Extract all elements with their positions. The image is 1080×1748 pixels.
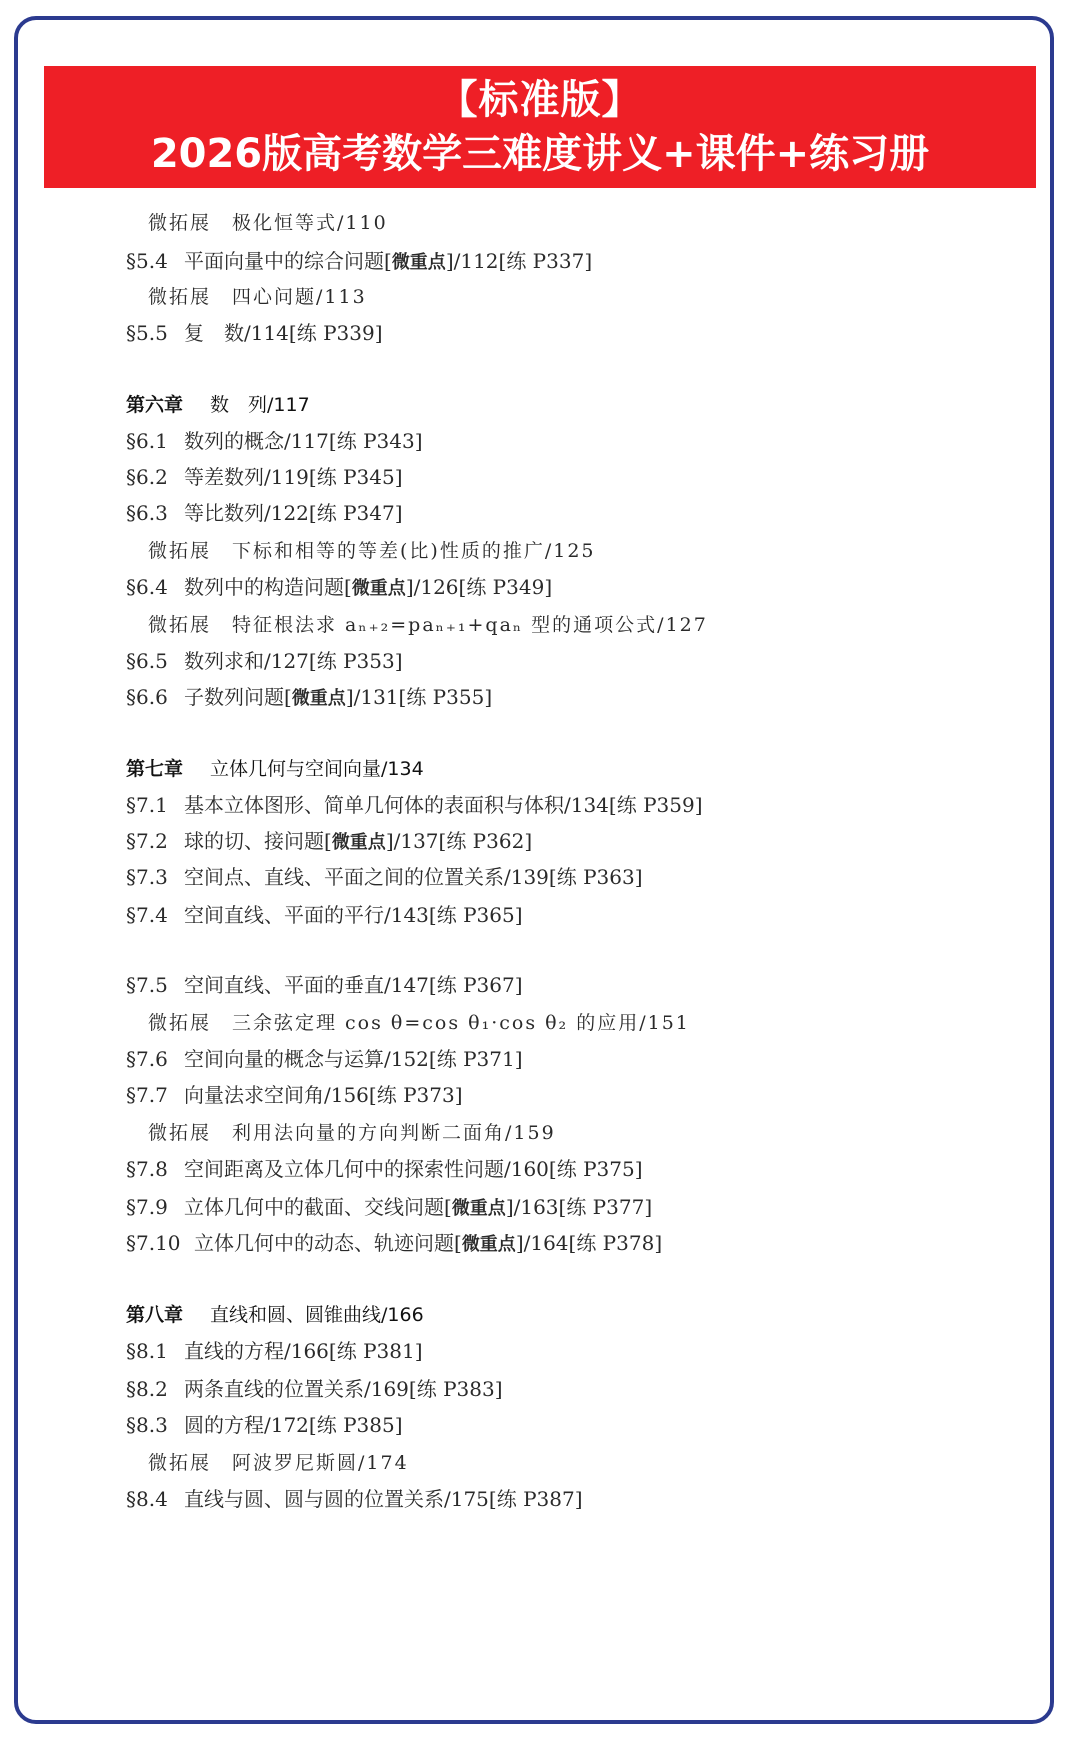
section-entry	[126, 862, 643, 892]
section-entry	[126, 1374, 503, 1404]
entry-page-ref: ]/112[练 P337]	[445, 249, 593, 273]
extension-label: 微拓展	[148, 1452, 212, 1474]
section-number: §7.4	[126, 903, 168, 927]
extension-label: 微拓展	[148, 212, 212, 234]
section-entry	[126, 1080, 463, 1110]
section-number: §7.3	[126, 865, 168, 889]
entry-page-ref: ]/131[练 P355]	[345, 685, 493, 709]
extension-label: 微拓展	[148, 1122, 212, 1144]
entry-title: 直线与圆、圆与圆的位置关系/175[练 P387]	[184, 1487, 583, 1511]
entry-title: 空间向量的概念与运算/152[练 P371]	[184, 1047, 523, 1071]
entry-title: 阿波罗尼斯圆/174	[232, 1452, 409, 1474]
extension-label: 微拓展	[148, 614, 212, 636]
section-entry	[126, 572, 552, 602]
section-entry	[126, 1484, 583, 1514]
key-point-tag: 微重点	[451, 1198, 506, 1219]
section-number: §8.4	[126, 1487, 168, 1511]
entry-page-ref: ]/137[练 P362]	[385, 829, 533, 853]
entry-title: 空间距离及立体几何中的探索性问题/160[练 P375]	[184, 1157, 643, 1181]
section-entry	[126, 318, 383, 348]
section-entry	[126, 1228, 662, 1258]
section-number: §6.6	[126, 685, 168, 709]
extension-label: 微拓展	[148, 1012, 212, 1034]
entry-title: 下标和相等的等差(比)性质的推广/125	[232, 540, 596, 562]
entry-title: 利用法向量的方向判断二面角/159	[232, 1122, 556, 1144]
entry-title: 立体几何与空间向量/134	[210, 758, 424, 780]
chapter-label: 第七章	[126, 758, 184, 780]
chapter-label: 第六章	[126, 394, 184, 416]
section-entry	[126, 790, 703, 820]
key-point-tag: 微重点	[291, 688, 346, 709]
banner-title: 2026版高考数学三难度讲义+课件+练习册	[150, 131, 930, 177]
banner-edition-label: 【标准版】	[437, 77, 643, 123]
entry-title: 四心问题/113	[232, 286, 367, 308]
section-number: §7.5	[126, 973, 168, 997]
entry-title: 空间直线、平面的平行/143[练 P365]	[184, 903, 523, 927]
entry-page-ref: ]/163[练 P377]	[505, 1195, 653, 1219]
entry-title: 数列求和/127[练 P353]	[184, 649, 403, 673]
entry-title: 直线的方程/166[练 P381]	[184, 1339, 423, 1363]
section-number: §6.3	[126, 501, 168, 525]
entry-title: 立体几何中的动态、轨迹问题[	[194, 1231, 462, 1255]
section-entry	[126, 498, 403, 528]
section-number: §8.1	[126, 1339, 168, 1363]
entry-title: 立体几何中的截面、交线问题[	[184, 1195, 452, 1219]
entry-title: 等比数列/122[练 P347]	[184, 501, 403, 525]
extension-entry	[148, 1008, 690, 1038]
entry-title: 极化恒等式/110	[232, 212, 388, 234]
chapter-heading	[126, 1300, 424, 1330]
entry-title: 空间点、直线、平面之间的位置关系/139[练 P363]	[184, 865, 643, 889]
section-number: §7.8	[126, 1157, 168, 1181]
entry-title: 数 列/117	[210, 394, 310, 416]
entry-title: 特征根法求 aₙ₊₂=paₙ₊₁+qaₙ 型的通项公式/127	[232, 614, 708, 636]
entry-title: 数列的概念/117[练 P343]	[184, 429, 423, 453]
entry-page-ref: ]/126[练 P349]	[405, 575, 553, 599]
entry-title: 平面向量中的综合问题[	[184, 249, 392, 273]
section-entry	[126, 682, 492, 712]
section-entry	[126, 426, 423, 456]
section-entry	[126, 900, 523, 930]
entry-title: 直线和圆、圆锥曲线/166	[210, 1304, 424, 1326]
section-entry	[126, 1154, 643, 1184]
entry-page-ref: ]/164[练 P378]	[515, 1231, 663, 1255]
section-entry	[126, 246, 592, 276]
extension-label: 微拓展	[148, 540, 212, 562]
section-number: §5.4	[126, 249, 168, 273]
entry-title: 空间直线、平面的垂直/147[练 P367]	[184, 973, 523, 997]
key-point-tag: 微重点	[391, 252, 446, 273]
extension-entry	[148, 1448, 409, 1478]
section-number: §7.9	[126, 1195, 168, 1219]
extension-entry	[148, 536, 596, 566]
section-number: §6.1	[126, 429, 168, 453]
key-point-tag: 微重点	[461, 1234, 516, 1255]
entry-title: 复 数/114[练 P339]	[184, 321, 383, 345]
entry-title: 数列中的构造问题[	[184, 575, 352, 599]
entry-title: 基本立体图形、简单几何体的表面积与体积/134[练 P359]	[184, 793, 703, 817]
entry-title: 三余弦定理 cos θ=cos θ₁·cos θ₂ 的应用/151	[232, 1012, 690, 1034]
key-point-tag: 微重点	[351, 578, 406, 599]
extension-entry	[148, 282, 367, 312]
extension-label: 微拓展	[148, 286, 212, 308]
section-entry	[126, 1410, 403, 1440]
section-entry	[126, 970, 523, 1000]
section-number: §7.2	[126, 829, 168, 853]
chapter-heading	[126, 754, 424, 784]
entry-title: 等差数列/119[练 P345]	[184, 465, 403, 489]
entry-title: 球的切、接问题[	[184, 829, 332, 853]
entry-title: 子数列问题[	[184, 685, 292, 709]
extension-entry	[148, 610, 708, 640]
extension-entry	[148, 208, 388, 238]
entry-title: 两条直线的位置关系/169[练 P383]	[184, 1377, 503, 1401]
chapter-label: 第八章	[126, 1304, 184, 1326]
section-number: §6.4	[126, 575, 168, 599]
section-number: §6.2	[126, 465, 168, 489]
extension-entry	[148, 1118, 556, 1148]
key-point-tag: 微重点	[331, 832, 386, 853]
entry-title: 向量法求空间角/156[练 P373]	[184, 1083, 463, 1107]
section-number: §7.10	[126, 1231, 181, 1255]
section-number: §7.7	[126, 1083, 168, 1107]
section-entry	[126, 1336, 423, 1366]
section-entry	[126, 826, 532, 856]
section-number: §7.6	[126, 1047, 168, 1071]
section-entry	[126, 462, 403, 492]
section-number: §8.3	[126, 1413, 168, 1437]
section-number: §5.5	[126, 321, 168, 345]
section-number: §7.1	[126, 793, 168, 817]
section-entry	[126, 646, 403, 676]
section-entry	[126, 1044, 523, 1074]
section-number: §8.2	[126, 1377, 168, 1401]
section-entry	[126, 1192, 652, 1222]
chapter-heading	[126, 390, 310, 420]
section-number: §6.5	[126, 649, 168, 673]
entry-title: 圆的方程/172[练 P385]	[184, 1413, 403, 1437]
